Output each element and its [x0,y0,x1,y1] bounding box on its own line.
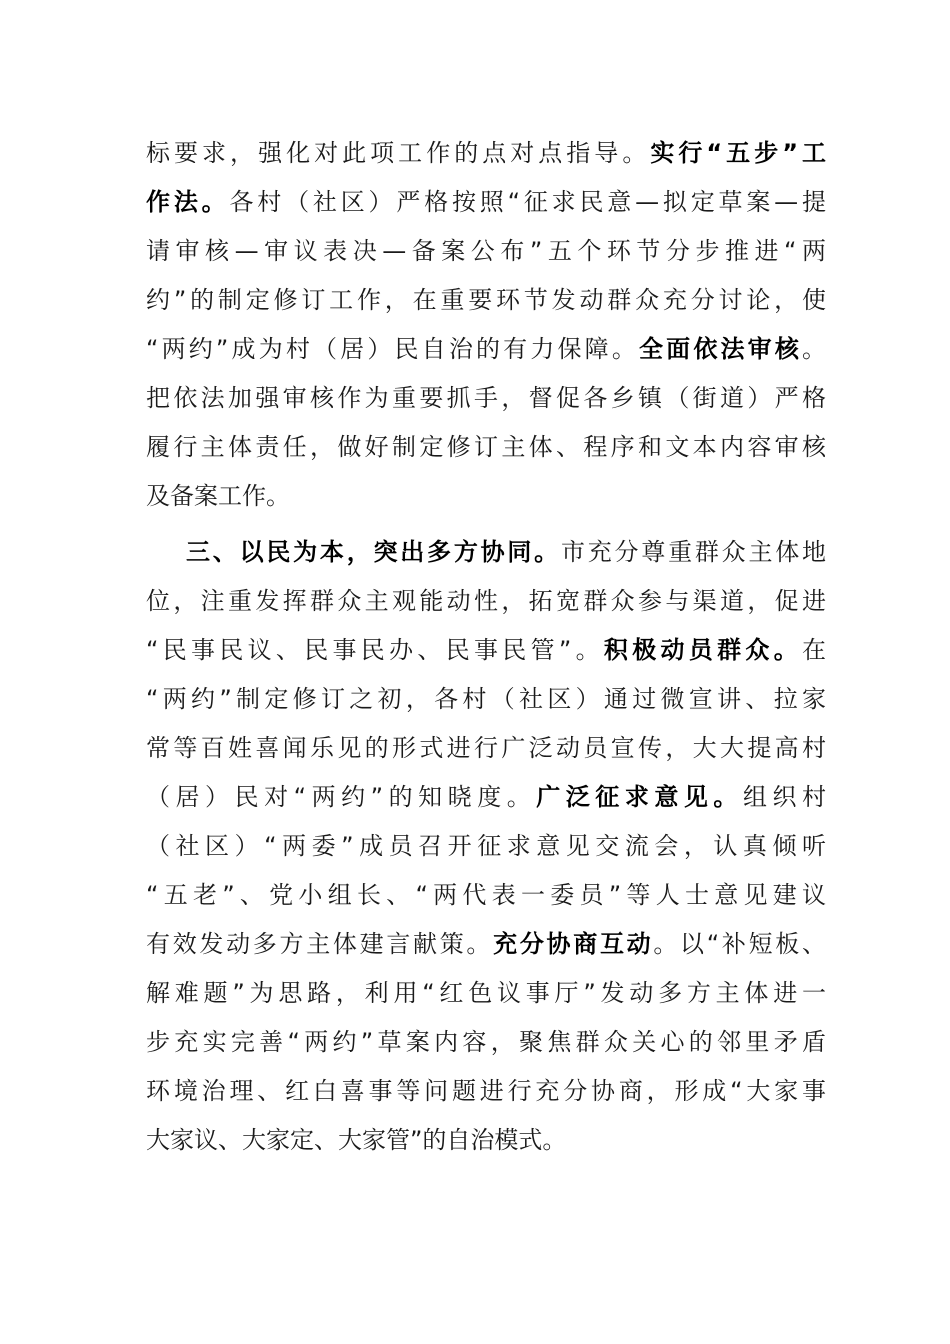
text-run: 有效发动多方主体建言献策。 [146,930,494,958]
text-run: 位，注重发挥群众主观能动性，拓宽群众参与渠道，促进 [146,587,826,615]
text-line [146,1120,826,1160]
text-run: 标要求，强化对此项工作的点对点指导。 [146,139,651,167]
text-run: 把依法加强审核作为重要抓手，督促各乡镇（街道）严格 [146,384,826,412]
text-run: 常等百姓喜闻乐见的形式进行广泛动员宣传，大大提高村 [146,734,826,762]
text-line [146,182,826,222]
text-run: 各村（社区）严格按照“征求民意—拟定草案—提 [229,188,827,216]
text-line [146,924,826,964]
text-line [146,133,826,173]
bold-heading: 实行“五步”工 [650,139,827,167]
text-line [146,476,826,516]
text-line [146,378,826,418]
text-run: 步充实完善“两约”草案内容，聚焦群众关心的邻里矛盾 [146,1028,826,1056]
text-line [186,532,826,572]
text-line [146,231,826,271]
bold-heading: 充分协商互动 [493,930,654,958]
text-line [146,728,826,768]
text-run: （居）民对“两约”的知晓度。 [146,783,537,811]
text-line [146,1022,826,1062]
text-run: 履行主体责任，做好制定修订主体、程序和文本内容审核 [146,433,826,461]
text-run: “两约”制定修订之初，各村（社区）通过微宣讲、拉家 [146,685,826,713]
text-run: 在 [802,636,826,664]
text-line [146,973,826,1013]
text-run: 及备案工作。 [146,482,290,510]
text-line [146,581,826,621]
text-line [146,427,826,467]
text-run: 约”的制定修订工作，在重要环节发动群众充分讨论，使 [146,286,826,314]
text-line [146,329,826,369]
text-run: “两约”成为村（居）民自治的有力保障。 [146,335,640,363]
bold-heading: 积极动员群众。 [603,636,802,664]
text-line [146,280,826,320]
text-run: “民事民议、民事民办、民事民管”。 [146,636,604,664]
text-line [146,630,826,670]
section-heading: 三、以民为本，突出多方协同。 [186,538,561,566]
text-run: 。 [802,335,827,363]
text-run: “五老”、党小组长、“两代表一委员”等人士意见建议 [146,881,826,909]
text-line [146,1071,826,1111]
text-line [146,777,826,817]
bold-heading: 广泛征求意见。 [536,783,743,811]
text-line [146,826,826,866]
text-run: 请审核—审议表决—备案公布”五个环节分步推进“两 [146,237,826,265]
text-run: 环境治理、红白喜事等问题进行充分协商，形成“大家事 [146,1077,826,1105]
bold-heading: 全面依法审核 [639,335,803,363]
text-run: （社区）“两委”成员召开征求意见交流会，认真倾听 [146,832,826,860]
bold-heading: 作法。 [146,188,230,216]
text-run: 市充分尊重群众主体地 [560,538,827,566]
text-run: 解难题”为思路，利用“红色议事厅”发动多方主体进一 [146,979,826,1007]
text-run: 大家议、大家定、大家管”的自治模式。 [146,1126,567,1154]
text-run: 。以“补短板、 [653,930,827,958]
text-run: 组织村 [742,783,827,811]
text-line [146,875,826,915]
text-line [146,679,826,719]
